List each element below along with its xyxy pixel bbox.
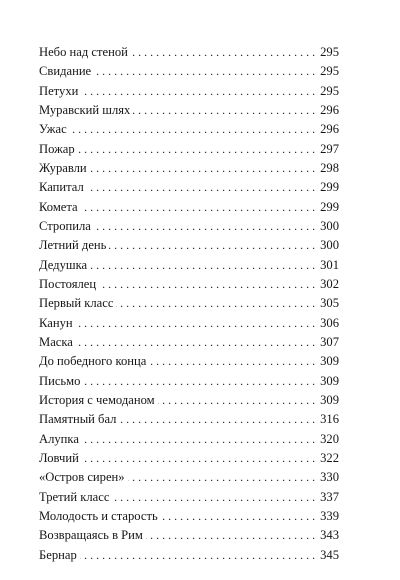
toc-dot-leader xyxy=(94,62,315,81)
toc-entry-page-number: 295 xyxy=(320,83,339,98)
toc-entry-page-number: 345 xyxy=(320,547,339,562)
toc-entry xyxy=(39,275,339,294)
toc-dot-leader xyxy=(80,546,315,565)
toc-entry xyxy=(39,256,339,275)
toc-entry-page-number: 337 xyxy=(320,489,339,504)
toc-entry-page-number: 300 xyxy=(320,238,339,253)
toc-dot-leader xyxy=(131,43,315,62)
toc-entry-page-number: 306 xyxy=(320,315,339,330)
toc-dot-leader xyxy=(81,198,315,217)
toc-entry xyxy=(39,236,339,255)
toc-entry-title: Свидание xyxy=(39,64,92,79)
toc-dot-leader xyxy=(128,468,316,487)
toc-entry-title: Молодость и старость xyxy=(39,508,158,523)
toc-entry xyxy=(39,410,339,429)
toc-entry-page-number: 299 xyxy=(320,199,339,214)
toc-entry-title: Дедушка xyxy=(39,257,88,272)
toc-entry-page-number: 301 xyxy=(320,257,339,272)
toc-dot-leader xyxy=(161,507,315,526)
toc-entry-title: Небо над стеной xyxy=(39,45,128,59)
toc-entry xyxy=(39,449,339,468)
toc-entry-title: Возвращаясь в Рим xyxy=(39,528,143,543)
toc-dot-leader xyxy=(82,430,315,449)
toc-dot-leader xyxy=(109,236,315,255)
toc-entry-title: До победного конца xyxy=(39,354,147,369)
toc-entry xyxy=(39,352,339,371)
toc-entry-title: «Остров сирен» xyxy=(39,470,125,485)
toc-entry-title: Комета xyxy=(39,199,78,214)
toc-entry-page-number: 298 xyxy=(320,160,339,175)
toc-entry-title: Летний день xyxy=(39,238,107,253)
toc-entry-title: Пожар xyxy=(39,141,75,156)
toc-entry xyxy=(39,333,339,352)
toc-entry xyxy=(39,314,339,333)
toc-entry xyxy=(39,430,339,449)
toc-dot-leader xyxy=(158,391,315,410)
toc-entry-title: Стропила xyxy=(39,218,91,233)
toc-entry-title: Памятный бал xyxy=(39,412,117,427)
toc-entry xyxy=(39,101,339,120)
toc-entry-title: Петухи xyxy=(39,83,79,98)
toc-entry-title: Алупка xyxy=(39,431,79,446)
toc-entry xyxy=(39,526,339,545)
toc-dot-leader xyxy=(90,256,315,275)
toc-dot-leader xyxy=(76,314,316,333)
toc-dot-leader xyxy=(112,488,315,507)
toc-dot-leader xyxy=(146,526,315,545)
toc-entry xyxy=(39,372,339,391)
toc-entry xyxy=(39,178,339,197)
toc-entry-page-number: 296 xyxy=(320,122,339,137)
toc-entry xyxy=(39,468,339,487)
toc-entry xyxy=(39,391,339,410)
toc-entry-page-number: 305 xyxy=(320,296,339,311)
toc-dot-leader xyxy=(87,178,315,197)
toc-entry-page-number: 309 xyxy=(320,354,339,369)
toc-entry-page-number: 299 xyxy=(320,180,339,195)
toc-entry xyxy=(39,507,339,526)
toc-entry-title: Третий класс xyxy=(39,489,110,504)
toc-dot-leader xyxy=(99,275,315,294)
toc-entry-page-number: 339 xyxy=(320,508,339,523)
toc-entry-page-number: 330 xyxy=(320,470,339,485)
toc-dot-leader xyxy=(82,449,315,468)
toc-entry-title: Первый класс xyxy=(39,296,114,311)
toc-entry-title: Ужас xyxy=(39,122,67,137)
toc-entry xyxy=(39,82,339,101)
toc-entry-title: Журавли xyxy=(39,160,87,175)
toc-entry xyxy=(39,140,339,159)
toc-dot-leader xyxy=(119,410,315,429)
toc-entry xyxy=(39,43,339,62)
toc-entry-page-number: 316 xyxy=(320,412,339,427)
toc-dot-leader xyxy=(70,120,315,139)
toc-entry-page-number: 343 xyxy=(320,528,339,543)
toc-entry-page-number: 297 xyxy=(320,141,339,156)
toc-entry-page-number: 307 xyxy=(320,334,339,349)
toc-entry-title: Бернар xyxy=(39,547,77,562)
toc-entry-page-number: 320 xyxy=(320,431,339,446)
toc-dot-leader xyxy=(90,159,315,178)
toc-entry-page-number: 322 xyxy=(320,450,339,465)
toc-entry-page-number: 309 xyxy=(320,392,339,407)
toc-entry xyxy=(39,488,339,507)
toc-entry-page-number: 296 xyxy=(320,102,339,117)
toc-entry-page-number: 295 xyxy=(320,45,339,59)
toc-entry-page-number: 309 xyxy=(320,373,339,388)
toc-dot-leader xyxy=(94,217,315,236)
toc-entry-page-number: 302 xyxy=(320,276,339,291)
toc-entry-title: Постоялец xyxy=(39,276,97,291)
toc-entry xyxy=(39,198,339,217)
toc-entry xyxy=(39,217,339,236)
toc-entry xyxy=(39,546,339,565)
toc-dot-leader xyxy=(149,352,315,371)
toc-entry xyxy=(39,294,339,313)
toc-dot-leader xyxy=(83,372,315,391)
toc-entry-title: Муравский шлях xyxy=(39,102,131,117)
table-of-contents xyxy=(39,43,339,565)
toc-entry xyxy=(39,120,339,139)
toc-entry xyxy=(39,159,339,178)
toc-entry-title: Маска xyxy=(39,334,73,349)
toc-entry-title: Канун xyxy=(39,315,73,330)
toc-dot-leader xyxy=(78,140,315,159)
toc-dot-leader xyxy=(76,333,315,352)
toc-entry-page-number: 300 xyxy=(320,218,339,233)
toc-dot-leader xyxy=(81,82,315,101)
toc-entry xyxy=(39,62,339,81)
toc-entry-title: Ловчий xyxy=(39,450,79,465)
toc-dot-leader xyxy=(116,294,315,313)
toc-entry-page-number: 295 xyxy=(320,64,339,79)
toc-dot-leader xyxy=(133,101,315,120)
toc-entry-title: Капитал xyxy=(39,180,84,195)
toc-entry-title: История с чемоданом xyxy=(39,392,155,407)
toc-entry-title: Письмо xyxy=(39,373,81,388)
